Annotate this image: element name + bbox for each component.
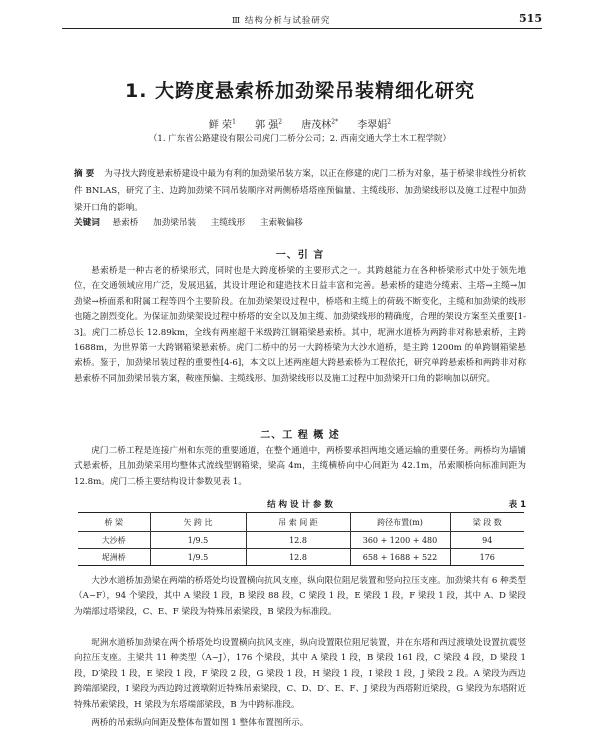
table-header-cell: 吊 索 间 距 xyxy=(246,513,350,532)
table-header-cell: 跨径布置(m) xyxy=(350,513,450,532)
table-cell: 12.8 xyxy=(246,532,350,549)
table-cell: 大沙桥 xyxy=(78,532,150,549)
table-cell: 12.8 xyxy=(246,549,350,566)
author-name: 郭 强$^2$ xyxy=(255,118,283,131)
abstract-text: 为寻找大跨度悬索桥建设中最为有利的加劲梁吊装方案，以正在修建的虎门二桥为对象，基于桥梁非线性分析软件 BNLAS，研究了主、边跨加劲梁不同吊装顺序对两侧桥塔塔座预偏量、主缆线形、加劲梁线形以及施工过程中加劲梁开口角的影响。 xyxy=(74,169,526,213)
body-paragraph: 坭洲水道桥加劲梁在两个桥塔处均设置横向抗风支座，纵向设置限位阻尼装置，并在东塔和西过渡墩处设置抗震竖向拉压支座。主梁共 11 种类型（A~J），176 个梁段，其中 A 梁段 1 段，B 梁段 161 段，C 梁段 4 段，D 梁段 1 段，D′梁段 1 段，E 梁段 1 段，F 梁段 2 段，G 梁段 1 段，H 梁段 1 段，I 梁段 1 段，J 梁段 2 段。A 梁段为西边跨端部梁段，I 梁段为西边跨过渡墩附近特殊吊索梁段，C、D、D′、E、F、J 梁段为西塔附近梁段，G 梁段为东塔附近特殊吊索梁段，H 梁段为东塔端部梁段，B 为中跨标准段。 xyxy=(74,638,526,710)
keyword: 主索鞍偏移 xyxy=(259,218,303,228)
abstract xyxy=(74,166,526,217)
table-number: 表 1 xyxy=(508,500,526,510)
design-parameter-table xyxy=(78,512,524,566)
table-cell: 176 xyxy=(450,549,524,566)
table-row xyxy=(78,532,524,549)
keywords-label: 关键词 xyxy=(74,218,100,228)
abstract-label: 摘 要 xyxy=(74,169,95,179)
table-row xyxy=(78,549,524,566)
keyword: 主缆线形 xyxy=(210,218,246,228)
section-heading-intro: 一、引 言 xyxy=(275,250,325,261)
author-affiliation: （1. 广东省公路建设有限公司虎门二桥分公司；2. 西南交通大学土木工程学院） xyxy=(148,134,452,144)
paper-title: 1. 大跨度悬索桥加劲梁吊装精细化研究 xyxy=(124,80,476,102)
keyword: 悬索桥 xyxy=(112,218,139,228)
author-list xyxy=(0,116,600,131)
running-header-section: Ⅲ 结构分析与试验研究 xyxy=(232,16,331,26)
table-cell: 94 xyxy=(450,532,524,549)
author-name: 李翠娟$^2$ xyxy=(357,118,392,131)
intro-paragraph: 悬索桥是一种古老的桥梁形式，同时也是大跨度桥梁的主要形式之一。其跨越能力在各种桥梁形式中处于领先地位，在交通领域应用广泛，发展迅猛，其设计理论和建造技术日益丰富和完善。悬索桥的建造分缆索、主塔→主缆→加劲梁→桥面系和附属工程等四个主要阶段。在加劲梁架设过程中，桥塔和主缆上的荷载不断变化，主缆和加劲梁的线形也随之剧烈变化。为保证加劲梁架设过程中桥塔的安全以及加主缆、加劲梁线形的精确度，合理的架设方案至关重要[1-3]。虎门二桥总长 12.89km，全线有两座超千米级跨江钢箱梁悬索桥。其中，坭洲水道桥为两跨非对称悬索桥，主跨 1688m，为世界第一大跨钢箱梁悬索桥。虎门二桥中的另一大跨桥梁为大沙水道桥，是主跨 1200m 的单跨钢箱梁悬索桥。鉴于，加劲梁吊装过程的重要性[4-6]，本文以上述两座超大跨悬索桥为工程依托，研究单跨悬索桥和两跨非对称悬索桥不同加劲梁吊装方案，鞍座预偏、主缆线形、加劲梁线形以及施工过程中加劲梁开口角的影响加以研究。 xyxy=(74,266,526,384)
table-header-cell: 矢 跨 比 xyxy=(150,513,246,532)
overview-paragraph: 虎门二桥工程是连接广州和东莞的重要通道，在整个通道中，两桥要承担两地交通运输的重要任务。两桥均为墙铺式悬索桥，且加劲梁采用均整体式流线型钢箱梁，梁高 4m，主缆横桥向中心间距为 42.1m，吊索顺桥向标准间距为 12.8m。虎门二桥主要结构设计参数见表 1。 xyxy=(74,446,526,487)
author-name: 鲜 荣$^1$ xyxy=(208,118,236,131)
body-paragraph: 两桥的吊索纵向间距及整体布置如图 1 整体布置图所示。 xyxy=(91,718,309,728)
table-cell: 658 + 1688 + 522 xyxy=(350,549,450,566)
table-cell: 360 + 1200 + 480 xyxy=(350,532,450,549)
section-heading-overview: 二、工 程 概 述 xyxy=(260,430,340,441)
table-cell: 1/9.5 xyxy=(150,549,246,566)
body-paragraph: 大沙水道桥加劲梁在两端的桥塔处均设置横向抗风支座，纵向限位阻尼装置和竖向拉压支座。加劲梁共有 6 种类型（A~F），94 个梁段，其中 A 梁段 1 段，B 梁段 88 段，C 梁段 1 段，E 梁段 1 段，F 梁段 1 段，其中 A、D 梁段为端部过塔梁段，C、E、F 梁段为特殊吊索梁段，B 梁段为标准段。 xyxy=(74,576,526,617)
table-cell: 1/9.5 xyxy=(150,532,246,549)
author-name: 唐茂林$^{2*}$ xyxy=(301,118,339,131)
page-number: 515 xyxy=(519,12,542,25)
table-header-row xyxy=(78,513,524,532)
table-title: 结 构 设 计 参 数 xyxy=(267,500,333,510)
running-header xyxy=(62,12,542,29)
keyword: 加劲梁吊装 xyxy=(153,218,197,228)
table-cell: 坭洲桥 xyxy=(78,549,150,566)
table-header-cell: 桥 梁 xyxy=(78,513,150,532)
keywords xyxy=(74,216,526,228)
table-header-cell: 梁 段 数 xyxy=(450,513,524,532)
